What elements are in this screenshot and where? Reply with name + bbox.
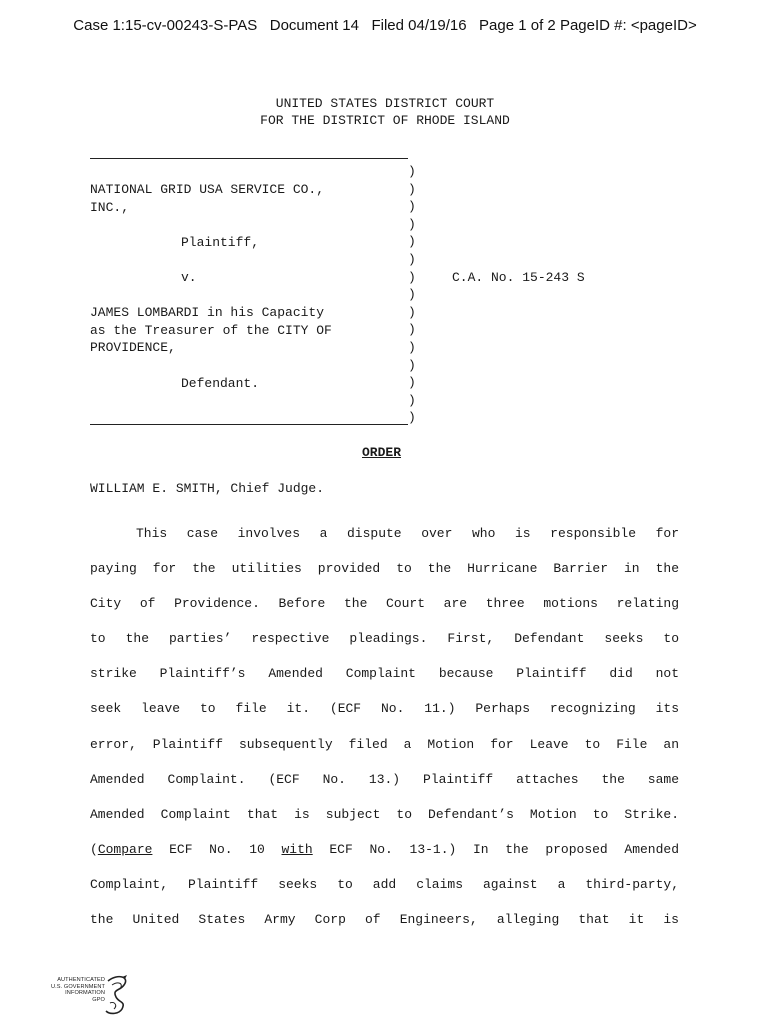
defendant-name-line3: PROVIDENCE, [90, 340, 176, 356]
caption-paren: ) [408, 251, 416, 267]
caption-paren-column [408, 163, 416, 427]
caption-paren: ) [408, 269, 416, 285]
compare-signal: Compare [97, 841, 153, 857]
gpo-seal-line: GPO [92, 996, 105, 1003]
caption-bottom-rule [90, 424, 408, 425]
caption-paren: ) [408, 339, 416, 355]
court-district: FOR THE DISTRICT OF RHODE ISLAND [260, 113, 510, 128]
plaintiff-name-line1: NATIONAL GRID USA SERVICE CO., [90, 182, 325, 197]
open-paren: ( [90, 841, 98, 857]
body-line: the United States Army Corp of Engineers, alleging that it is [90, 912, 679, 928]
order-title: ORDER [362, 445, 402, 460]
caption-paren: ) [408, 322, 416, 338]
plaintiff-name-line2: INC., [90, 199, 130, 215]
body-line: This case involves a dispute over who is responsible for [136, 526, 679, 541]
caption-paren: ) [408, 357, 416, 373]
plaintiff-role: Plaintiff, [181, 234, 260, 250]
caption-paren: ) [408, 234, 416, 250]
caption-paren: ) [408, 304, 416, 320]
citation-text: ECF No. 10 [152, 841, 282, 857]
caption-spacer [90, 287, 390, 305]
body-line: paying for the utilities provided to the Hurricane Barrier in the [90, 561, 679, 577]
body-line: error, Plaintiff subsequently filed a Motion for Leave to File an [90, 736, 679, 752]
defendant-name-line2: as the Treasurer of the CITY OF [90, 322, 332, 338]
gpo-seal-line: INFORMATION [65, 990, 105, 996]
document-header-stamp: Case 1:15-cv-00243-S-PAS Document 14 Filed 04/19/16 Page 1 of 2 PageID #: <pageID> [73, 17, 697, 34]
caption-paren: ) [408, 181, 416, 197]
caption-spacer [90, 251, 390, 269]
with-signal: with [281, 841, 313, 857]
case-number: C.A. No. 15-243 S [452, 270, 585, 285]
body-line: strike Plaintiff’s Amended Complaint because Plaintiff did not [90, 666, 679, 682]
court-name: UNITED STATES DISTRICT COURT [275, 96, 495, 111]
gpo-seal-line: AUTHENTICATED [57, 977, 105, 983]
defendant-name-line1: JAMES LOMBARDI in his Capacity [90, 305, 325, 321]
caption-paren: ) [408, 392, 416, 408]
versus: v. [181, 269, 197, 285]
caption-spacer [90, 216, 390, 234]
caption-paren: ) [408, 164, 416, 179]
gpo-seal-line: U.S. GOVERNMENT [50, 983, 105, 990]
eagle-icon [104, 973, 130, 1017]
defendant-role: Defendant. [181, 375, 260, 391]
caption-top-rule [90, 158, 408, 159]
judge-name: WILLIAM E. SMITH, Chief Judge. [90, 481, 325, 496]
body-line: to the parties’ respective pleadings. First, Defendant seeks to [90, 631, 679, 647]
order-body [90, 516, 679, 937]
caption-spacer [90, 357, 390, 375]
caption-paren: ) [408, 375, 416, 391]
body-line: seek leave to file it. (ECF No. 11.) Perhaps recognizing its [90, 701, 679, 717]
caption-paren: ) [408, 410, 416, 426]
caption-paren: ) [408, 287, 416, 303]
gpo-seal-text [44, 977, 105, 1003]
body-line: City of Providence. Before the Court are three motions relating [90, 596, 679, 612]
body-line-citation [90, 832, 679, 867]
gpo-authentication-seal [44, 973, 130, 1017]
caption-paren: ) [408, 199, 416, 215]
citation-rest: ECF No. 13-1.) In the proposed Amended [312, 841, 680, 857]
body-line: Complaint, Plaintiff seeks to add claims against a third-party, [90, 876, 679, 892]
case-caption [90, 181, 390, 392]
body-line: Amended Complaint that is subject to Defendant’s Motion to Strike. [90, 806, 679, 822]
caption-paren: ) [408, 216, 416, 232]
body-line: Amended Complaint. (ECF No. 13.) Plaintiff attaches the same [90, 771, 679, 787]
